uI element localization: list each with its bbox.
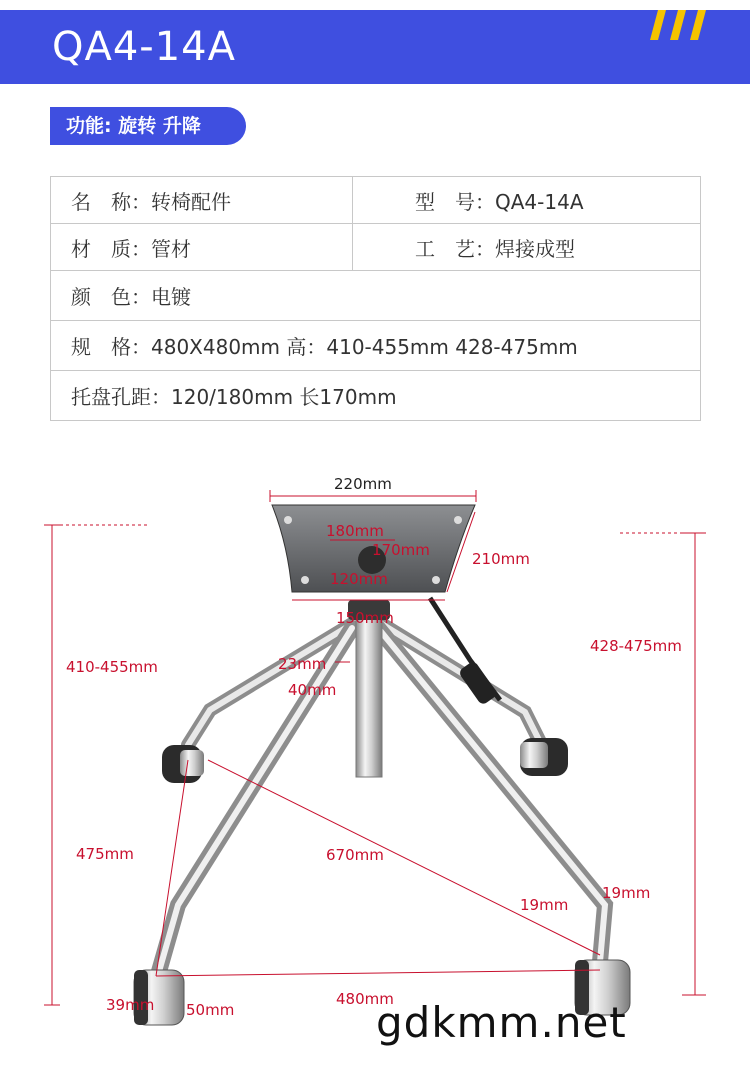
dim-leg-475: 475mm [76, 845, 134, 863]
watermark: gdkmm.net [376, 998, 627, 1047]
spec-color: 颜 色：电镀 [51, 271, 701, 321]
chair-base-diagram [0, 440, 750, 1040]
table-row [51, 271, 701, 321]
gas-cylinder [356, 605, 382, 777]
dim-height-left: 410-455mm [66, 658, 158, 676]
page-title: QA4-14A [52, 24, 236, 70]
spec-process: 工 艺：焊接成型 [353, 224, 701, 271]
dim-span-480: 480mm [336, 990, 394, 1008]
dim-height-right: 428-475mm [590, 637, 682, 655]
dim-tray-depth: 210mm [472, 550, 530, 568]
table-row [51, 321, 701, 371]
dim-caster-39: 39mm [106, 996, 155, 1014]
dim-diag-670: 670mm [326, 846, 384, 864]
caster-back-left [162, 745, 204, 783]
dim-tray-width: 220mm [334, 475, 392, 493]
height-guide-right [620, 533, 706, 995]
spec-size: 规 格：480X480mm 高：410-455mm 428-475mm [51, 321, 701, 371]
decorative-stripes-icon [640, 10, 720, 60]
spec-name: 名 称：转椅配件 [51, 177, 353, 224]
spec-table [50, 176, 701, 421]
height-guide-left [44, 525, 148, 1005]
dim-tube-23: 23mm [278, 655, 327, 673]
table-row [51, 177, 701, 224]
dim-foot-19-a: 19mm [520, 896, 569, 914]
header-bar [0, 10, 750, 84]
table-row [51, 224, 701, 271]
spec-material: 材 质：管材 [51, 224, 353, 271]
dim-tube-40: 40mm [288, 681, 337, 699]
caster-back-right [520, 738, 568, 776]
table-row [51, 371, 701, 421]
dim-hole-180: 180mm [326, 522, 384, 540]
function-badge: 功能: 旋转 升降 [50, 107, 246, 145]
spec-model: 型 号：QA4-14A [353, 177, 701, 224]
dim-hole-120: 120mm [330, 570, 388, 588]
spec-tray: 托盘孔距：120/180mm 长170mm [51, 371, 701, 421]
dim-bottom-150: 150mm [336, 609, 394, 627]
dim-foot-19-b: 19mm [602, 884, 651, 902]
dim-caster-50: 50mm [186, 1001, 235, 1019]
dim-length-170: 170mm [372, 541, 430, 559]
